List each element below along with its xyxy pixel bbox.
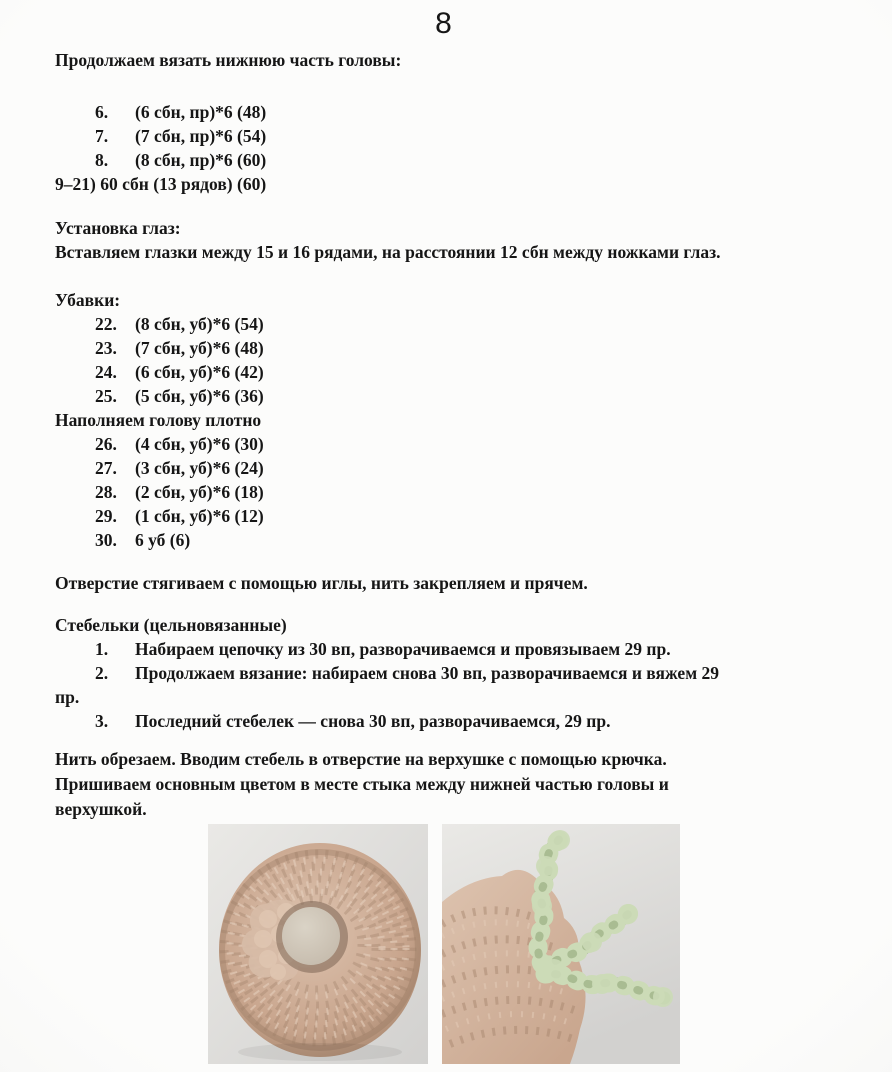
pattern-row (55, 480, 832, 504)
row-number: 1. (95, 639, 109, 659)
finishing-line: Нить обрезаем. Вводим стебель в отверстие на верхушке с помощью крючка. (55, 749, 667, 769)
pattern-row (55, 456, 832, 480)
row-instruction: (8 сбн, пр)*6 (60) (135, 150, 267, 170)
row-instruction: (3 сбн, уб)*6 (24) (135, 458, 264, 478)
photo-head-with-stems-image (442, 824, 680, 1064)
list-lower-head (55, 100, 832, 196)
row-instruction-wrap: пр. (55, 687, 80, 707)
row-instruction: Продолжаем вязание: набираем снова 30 вп, разворачиваемся и вяжем 29 (135, 663, 719, 683)
finishing-paragraph (55, 747, 832, 822)
row-instruction: (7 сбн, пр)*6 (54) (135, 126, 267, 146)
pattern-row (55, 384, 832, 408)
pattern-row (55, 360, 832, 384)
section-title-decreases: Убавки: (55, 290, 121, 310)
pattern-row-range: 9–21) 60 сбн (13 рядов) (60) (55, 174, 267, 194)
eyes-instruction: Вставляем глазки между 15 и 16 рядами, на расстоянии 12 сбн между ножками глаз. (55, 242, 721, 262)
row-instruction: (1 сбн, уб)*6 (12) (135, 506, 264, 526)
list-decreases-1 (55, 312, 832, 408)
row-number: 26. (95, 434, 117, 454)
photo-head-top-view-image (208, 824, 428, 1064)
row-number: 7. (95, 126, 109, 146)
pattern-row (55, 709, 832, 733)
page-number: 8 (435, 7, 452, 40)
pattern-row (55, 312, 832, 336)
list-stems (55, 637, 832, 733)
row-number: 24. (95, 362, 117, 382)
section-title-stems: Стебельки (цельновязанные) (55, 615, 287, 635)
row-instruction: (6 сбн, пр)*6 (48) (135, 102, 267, 122)
pattern-row (55, 504, 832, 528)
row-instruction: (5 сбн, уб)*6 (36) (135, 386, 264, 406)
pattern-row (55, 124, 832, 148)
photo-row (55, 824, 832, 1064)
row-instruction: (4 сбн, уб)*6 (30) (135, 434, 264, 454)
stuffing-hole (282, 907, 340, 965)
row-instruction: Набираем цепочку из 30 вп, разворачиваемся и провязываем 29 пр. (135, 639, 671, 659)
row-instruction: (7 сбн, уб)*6 (48) (135, 338, 264, 358)
pattern-row (55, 661, 832, 685)
photo-head-with-stems (442, 824, 680, 1064)
row-number: 3. (95, 711, 109, 731)
closing-note: Отверстие стягиваем с помощью иглы, нить закрепляем и прячем. (55, 573, 588, 593)
row-number: 2. (95, 663, 109, 683)
finishing-line: Пришиваем основным цветом в месте стыка между нижней частью головы и (55, 774, 669, 794)
section-title-eyes: Установка глаз: (55, 218, 181, 238)
pattern-row (55, 432, 832, 456)
list-decreases-2 (55, 432, 832, 552)
row-number: 28. (95, 482, 117, 502)
stuffing-note: Наполняем голову плотно (55, 410, 262, 430)
row-instruction: Последний стебелек — снова 30 вп, разворачиваемся, 29 пр. (135, 711, 611, 731)
photo-head-top-view (208, 824, 428, 1064)
section-title-lower-head: Продолжаем вязать нижнюю часть головы: (55, 50, 402, 70)
pattern-row (55, 637, 832, 661)
row-number: 27. (95, 458, 117, 478)
row-instruction: 6 уб (6) (135, 530, 191, 550)
pattern-row (55, 148, 832, 172)
row-number: 29. (95, 506, 117, 526)
row-number: 22. (95, 314, 117, 334)
pattern-row (55, 100, 832, 124)
row-number: 6. (95, 102, 109, 122)
row-instruction: (2 сбн, уб)*6 (18) (135, 482, 264, 502)
pattern-row (55, 336, 832, 360)
row-number: 8. (95, 150, 109, 170)
row-number: 23. (95, 338, 117, 358)
row-instruction: (6 сбн, уб)*6 (42) (135, 362, 264, 382)
row-number: 25. (95, 386, 117, 406)
row-instruction: (8 сбн, уб)*6 (54) (135, 314, 264, 334)
row-number: 30. (95, 530, 117, 550)
finishing-line: верхушкой. (55, 799, 147, 819)
pattern-row (55, 528, 832, 552)
